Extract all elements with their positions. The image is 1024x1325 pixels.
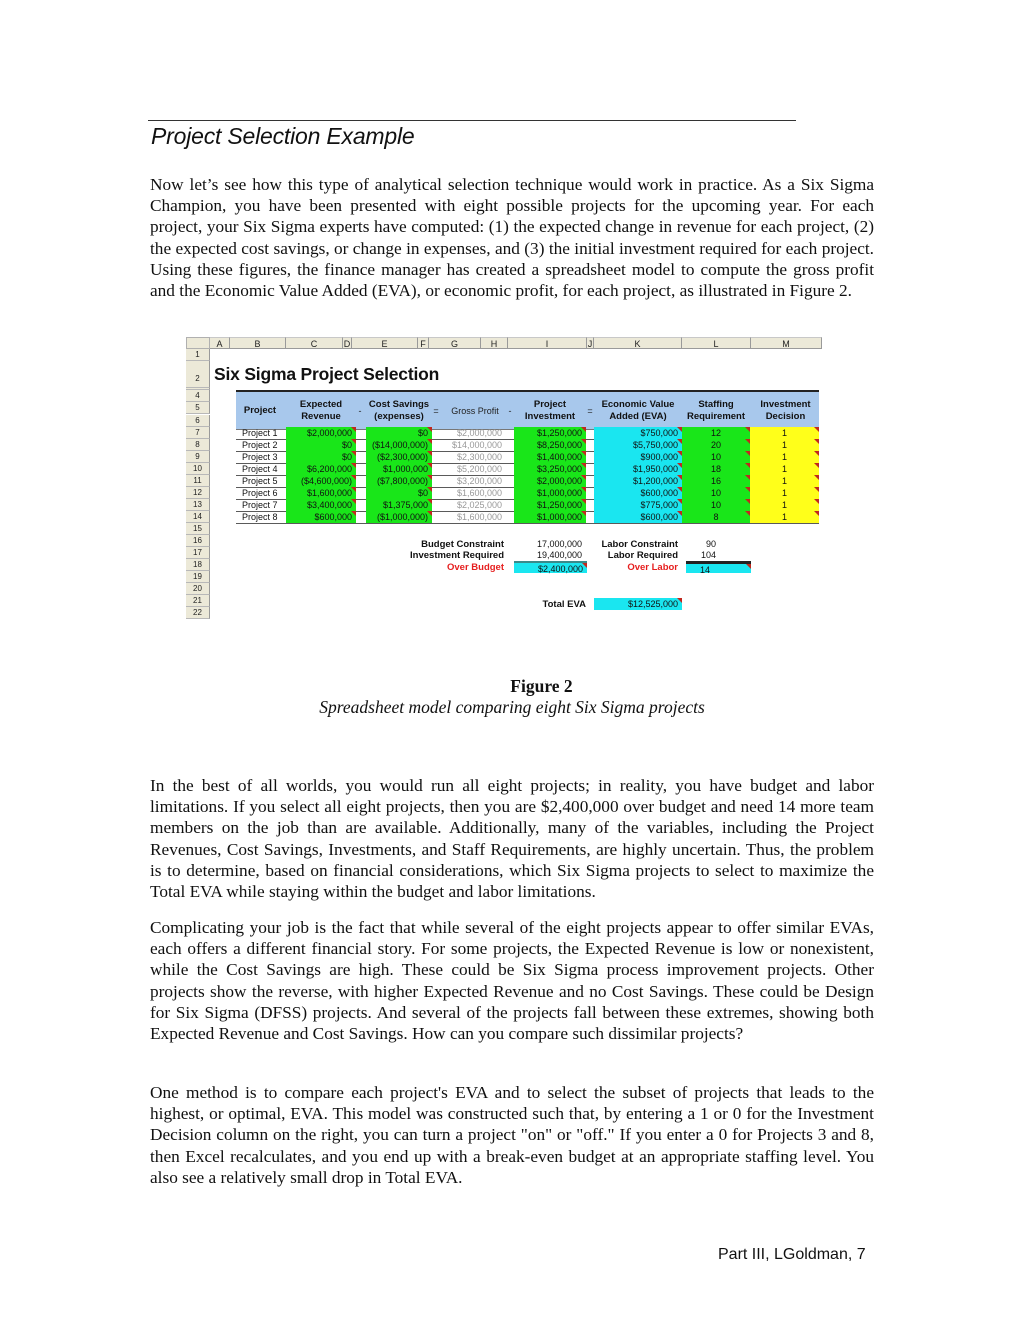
over-budget-value[interactable] <box>514 561 587 573</box>
column-header[interactable]: C <box>286 337 343 349</box>
comment-indicator-icon <box>814 487 819 492</box>
expected-revenue-cell[interactable] <box>286 439 356 451</box>
column-header[interactable]: B <box>230 337 286 349</box>
row-header[interactable]: 11 <box>186 475 210 487</box>
cell-value: $775,000 <box>640 500 678 510</box>
cell-value: Project 5 <box>242 476 278 486</box>
cell-value: 20 <box>710 440 721 450</box>
comment-indicator-icon <box>814 427 819 432</box>
comment-indicator-icon <box>814 475 819 480</box>
header-cost-savings: Cost Savings (expenses) <box>368 398 430 422</box>
operator-equals: = <box>433 405 439 416</box>
cell-value: $0 <box>341 452 352 462</box>
figure-caption: Spreadsheet model comparing eight Six Sigma projects <box>319 697 705 717</box>
cell-value: 1 <box>781 440 787 450</box>
cell-value: $1,950,000 <box>632 464 678 474</box>
paragraph-complications: Complicating your job is the fact that while several of the eight projects appear to offer similar EVAs, each offers a different financial story. For some projects, the Expected Revenue is low or nonexistent, while the Cost Savings are high. These could be Six Sigma process improvement projects. Other projects show the reverse, with higher Expected Revenue and no Cost Savings. These could be Design for Six Sigma (DFSS) projects. And several of the projects fall between these extremes, showing both Expected Revenue and Cost Savings. How can you compare such dissimilar projects? <box>150 918 874 1044</box>
project-name-cell[interactable] <box>236 475 286 487</box>
row-header[interactable]: 22 <box>186 607 210 619</box>
over-budget-text: $2,400,000 <box>537 564 583 574</box>
cell-value: $2,000,000 <box>306 428 352 438</box>
project-investment-cell[interactable] <box>514 511 586 523</box>
labor-constraint-label: Labor Constraint <box>601 539 678 550</box>
staffing-cell[interactable] <box>682 475 750 487</box>
spreadsheet-figure <box>186 337 838 625</box>
column-header[interactable]: J <box>587 339 593 349</box>
staffing-cell[interactable] <box>682 487 750 499</box>
investment-decision-cell[interactable] <box>750 439 819 451</box>
over-labor-text: 14 <box>700 565 711 575</box>
row-header[interactable]: 21 <box>186 595 210 607</box>
comment-indicator-icon <box>581 427 586 432</box>
comment-indicator-icon <box>814 499 819 504</box>
investment-decision-cell[interactable] <box>750 487 819 499</box>
cell-value: ($7,800,000) <box>376 476 428 486</box>
comment-indicator-icon <box>581 511 586 516</box>
header-eva: Economic Value Added (EVA) <box>601 398 675 422</box>
section-title: Project Selection Example <box>151 123 415 149</box>
cell-value: $900,000 <box>640 452 678 462</box>
gross-profit-cell[interactable] <box>440 511 506 523</box>
cell-value: $3,200,000 <box>456 476 502 486</box>
comment-indicator-icon <box>814 511 819 516</box>
cell-value: $14,000,000 <box>451 440 502 450</box>
comment-indicator-icon <box>581 487 586 492</box>
cell-value: $1,200,000 <box>632 476 678 486</box>
project-name-cell[interactable] <box>236 487 286 499</box>
total-eva-value[interactable] <box>594 598 682 610</box>
column-header[interactable]: H <box>481 337 508 349</box>
row-header[interactable]: 6 <box>186 415 210 427</box>
comment-indicator-icon <box>581 451 586 456</box>
comment-indicator-icon <box>581 463 586 468</box>
table-row <box>236 511 819 524</box>
operator-equals: = <box>587 405 593 416</box>
gross-profit-cell[interactable] <box>440 475 506 487</box>
comment-indicator-icon <box>427 463 432 468</box>
cell-value: Project 2 <box>242 440 278 450</box>
comment-indicator-icon <box>427 499 432 504</box>
cell-value: $750,000 <box>640 428 678 438</box>
column-header[interactable]: L <box>682 337 751 349</box>
cell-value: $0 <box>417 428 428 438</box>
project-name-cell[interactable] <box>236 499 286 511</box>
investment-decision-cell[interactable] <box>750 475 819 487</box>
comment-indicator-icon <box>427 511 432 516</box>
budget-constraint-value[interactable]: 17,000,000 <box>536 539 582 549</box>
figure-label: Figure 2 <box>510 676 573 696</box>
cell-value: $1,400,000 <box>536 452 582 462</box>
cell-value: Project 7 <box>242 500 278 510</box>
labor-required-value[interactable]: 104 <box>700 550 716 560</box>
eva-cell[interactable] <box>594 499 682 511</box>
over-budget-label: Over Budget <box>446 562 504 573</box>
paragraph-limitations: In the best of all worlds, you would run all eight projects; in reality, you have budget and labor limitations. If you select all eight projects, then you are $2,400,000 over budget and need 14 more team members on the job than are available. Additionally, many of the variables, including the Project Revenues, Cost Savings, Investments, and Staff Requirements, are highly uncertain. Thus, the problem is to determine, based on financial considerations, which Six Sigma projects to select to maximize the Total EVA while staying within the budget and labor limitations. <box>150 776 874 902</box>
over-labor-value[interactable] <box>686 561 751 573</box>
cell-value: $0 <box>417 488 428 498</box>
row-header[interactable]: 18 <box>186 559 210 571</box>
cell-value: $5,750,000 <box>632 440 678 450</box>
gross-profit-cell[interactable] <box>440 439 506 451</box>
cost-savings-cell[interactable] <box>366 475 432 487</box>
cell-value: $6,200,000 <box>306 464 352 474</box>
expected-revenue-cell[interactable] <box>286 451 356 463</box>
row-header[interactable]: 13 <box>186 499 210 511</box>
project-investment-cell[interactable] <box>514 463 586 475</box>
row-header[interactable]: 15 <box>186 523 210 535</box>
comment-indicator-icon <box>746 564 751 569</box>
eva-cell[interactable] <box>594 439 682 451</box>
labor-constraint-value[interactable]: 90 <box>705 539 716 549</box>
comment-indicator-icon <box>351 499 356 504</box>
row-header[interactable]: 8 <box>186 439 210 451</box>
page-footer: Part III, LGoldman, 7 <box>718 1246 866 1263</box>
row-header[interactable]: 14 <box>186 511 210 523</box>
paragraph-intro: Now let’s see how this type of analytical selection technique would work in practice. As a Six Sigma Champion, you have been presented with eight possible projects for the upcoming year. For each project, your Six Sigma experts have computed: (1) the expected change in revenue for each project, (2) the expected cost savings, or change in expenses, and (3) the initial investment required for each project. Using these figures, the finance manager has created a spreadsheet model to compute the gross profit and the Economic Value Added (EVA), or economic profit, for each project, as illustrated in Figure 2. <box>150 175 874 301</box>
cell-value: Project 3 <box>242 452 278 462</box>
project-investment-cell[interactable] <box>514 439 586 451</box>
cell-value: 10 <box>710 452 721 462</box>
cell-value: Project 8 <box>242 512 278 522</box>
row-header[interactable]: 9 <box>186 451 210 463</box>
cost-savings-cell[interactable] <box>366 451 432 463</box>
operator-minus: - <box>358 405 362 416</box>
cell-value: 1 <box>781 512 787 522</box>
project-name-cell[interactable] <box>236 439 286 451</box>
comment-indicator-icon <box>351 475 356 480</box>
investment-decision-cell[interactable] <box>750 511 819 523</box>
eva-cell[interactable] <box>594 475 682 487</box>
row-header[interactable]: 19 <box>186 571 210 583</box>
column-header[interactable]: E <box>352 337 418 349</box>
cost-savings-cell[interactable] <box>366 427 432 439</box>
row-header[interactable]: 7 <box>186 427 210 439</box>
expected-revenue-cell[interactable] <box>286 475 356 487</box>
cell-value: 1 <box>781 452 787 462</box>
comment-indicator-icon <box>351 439 356 444</box>
cost-savings-cell[interactable] <box>366 499 432 511</box>
cell-value: $1,600,000 <box>456 488 502 498</box>
cell-value: ($2,300,000) <box>376 452 428 462</box>
eva-cell[interactable] <box>594 487 682 499</box>
row-header[interactable]: 4 <box>186 390 210 402</box>
project-investment-cell[interactable] <box>514 427 586 439</box>
labor-required-label: Labor Required <box>607 550 678 561</box>
comment-indicator-icon <box>351 427 356 432</box>
select-all-corner <box>186 337 210 349</box>
cell-value: 1 <box>781 476 787 486</box>
comment-indicator-icon <box>427 439 432 444</box>
cell-value: 18 <box>710 464 721 474</box>
spreadsheet-title: Six Sigma Project Selection <box>214 364 440 384</box>
cell-value: 1 <box>781 488 787 498</box>
cell-value: Project 1 <box>242 428 278 438</box>
comment-indicator-icon <box>814 439 819 444</box>
expected-revenue-cell[interactable] <box>286 487 356 499</box>
comment-indicator-icon <box>814 463 819 468</box>
staffing-cell[interactable] <box>682 451 750 463</box>
column-header[interactable]: A <box>210 337 230 349</box>
cell-value: $2,000,000 <box>536 476 582 486</box>
project-investment-cell[interactable] <box>514 487 586 499</box>
column-header[interactable]: F <box>418 337 429 349</box>
cell-value: $1,375,000 <box>382 500 428 510</box>
header-project-investment: Project Investment <box>524 398 576 422</box>
cell-value: $1,000,000 <box>536 488 582 498</box>
cell-value: 10 <box>710 488 721 498</box>
cell-value: $3,250,000 <box>536 464 582 474</box>
hidden-row-marker <box>186 388 210 390</box>
investment-decision-cell[interactable] <box>750 499 819 511</box>
cell-value: $1,000,000 <box>536 512 582 522</box>
staffing-cell[interactable] <box>682 499 750 511</box>
cell-value: 1 <box>781 428 787 438</box>
project-investment-cell[interactable] <box>514 499 586 511</box>
comment-indicator-icon <box>581 499 586 504</box>
staffing-cell[interactable] <box>682 427 750 439</box>
project-name-cell[interactable] <box>236 511 286 523</box>
gross-profit-cell[interactable] <box>440 427 506 439</box>
comment-indicator-icon <box>581 475 586 480</box>
cell-value: 8 <box>713 512 719 522</box>
staffing-cell[interactable] <box>682 511 750 523</box>
gross-profit-cell[interactable] <box>440 487 506 499</box>
cell-value: $2,025,000 <box>456 500 502 510</box>
comment-indicator-icon <box>351 463 356 468</box>
header-project: Project <box>243 404 277 416</box>
project-name-cell[interactable] <box>236 463 286 475</box>
cell-value: $1,250,000 <box>536 500 582 510</box>
cell-value: Project 6 <box>242 488 278 498</box>
cell-value: 1 <box>781 500 787 510</box>
header-expected-revenue: Expected Revenue <box>299 398 343 422</box>
cell-value: Project 4 <box>242 464 278 474</box>
header-gross-profit: Gross Profit <box>451 405 499 416</box>
header-decision: Investment Decision <box>760 398 811 422</box>
cell-value: $1,600,000 <box>306 488 352 498</box>
comment-indicator-icon <box>677 598 682 603</box>
cell-value: 12 <box>710 428 721 438</box>
cell-value: $1,000,000 <box>382 464 428 474</box>
investment-decision-cell[interactable] <box>750 463 819 475</box>
total-eva-text: $12,525,000 <box>627 599 678 609</box>
total-eva-label: Total EVA <box>542 599 586 610</box>
cell-value: 16 <box>710 476 721 486</box>
table-header <box>236 390 819 430</box>
comment-indicator-icon <box>814 451 819 456</box>
cell-value: $2,300,000 <box>456 452 502 462</box>
gross-profit-cell[interactable] <box>440 451 506 463</box>
comment-indicator-icon <box>351 511 356 516</box>
budget-constraint-label: Budget Constraint <box>421 539 504 550</box>
row-header[interactable]: 2 <box>186 361 210 388</box>
cost-savings-cell[interactable] <box>366 511 432 523</box>
expected-revenue-cell[interactable] <box>286 511 356 523</box>
comment-indicator-icon <box>427 487 432 492</box>
project-name-cell[interactable] <box>236 451 286 463</box>
expected-revenue-cell[interactable] <box>286 499 356 511</box>
comment-indicator-icon <box>351 451 356 456</box>
cell-value: $0 <box>341 440 352 450</box>
cell-value: $600,000 <box>640 488 678 498</box>
column-header[interactable]: K <box>594 337 682 349</box>
cell-value: $600,000 <box>640 512 678 522</box>
row-header[interactable]: 10 <box>186 463 210 475</box>
cell-value: $8,250,000 <box>536 440 582 450</box>
cell-value: ($4,600,000) <box>300 476 352 486</box>
investment-decision-cell[interactable] <box>750 427 819 439</box>
gross-profit-cell[interactable] <box>440 499 506 511</box>
row-header[interactable]: 12 <box>186 487 210 499</box>
cost-savings-cell[interactable] <box>366 463 432 475</box>
comment-indicator-icon <box>351 487 356 492</box>
project-investment-cell[interactable] <box>514 475 586 487</box>
gross-profit-cell[interactable] <box>440 463 506 475</box>
column-header[interactable]: D <box>343 339 351 349</box>
row-header[interactable]: 20 <box>186 583 210 595</box>
eva-cell[interactable] <box>594 463 682 475</box>
cell-value: $3,400,000 <box>306 500 352 510</box>
cell-value: $600,000 <box>314 512 352 522</box>
comment-indicator-icon <box>427 475 432 480</box>
column-header[interactable]: I <box>508 337 587 349</box>
cell-value: 1 <box>781 464 787 474</box>
row-header[interactable]: 1 <box>186 349 210 361</box>
row-header[interactable]: 5 <box>186 402 210 414</box>
cell-value: $1,600,000 <box>456 512 502 522</box>
cell-value: $2,000,000 <box>456 428 502 438</box>
cost-savings-cell[interactable] <box>366 487 432 499</box>
over-labor-label: Over Labor <box>627 562 678 573</box>
project-investment-cell[interactable] <box>514 451 586 463</box>
eva-cell[interactable] <box>594 451 682 463</box>
eva-cell[interactable] <box>594 511 682 523</box>
cell-value: $5,200,000 <box>456 464 502 474</box>
investment-decision-cell[interactable] <box>750 451 819 463</box>
investment-required-label: Investment Required <box>410 550 504 561</box>
comment-indicator-icon <box>581 439 586 444</box>
investment-required-value[interactable]: 19,400,000 <box>536 550 582 560</box>
eva-cell[interactable] <box>594 427 682 439</box>
cost-savings-cell[interactable] <box>366 439 432 451</box>
expected-revenue-cell[interactable] <box>286 463 356 475</box>
cell-value: $1,250,000 <box>536 428 582 438</box>
paragraph-method: One method is to compare each project's EVA and to select the subset of projects that leads to the highest, or optimal, EVA. This model was constructed such that, by entering a 1 or 0 for the Investment Decision column on the right, you can turn a project "on" or "off." If you enter a 0 for Projects 3 and 8, then Excel recalculates, and you end up with a break-even budget at an appropriate staffing level. You also see a relatively small drop in Total EVA. <box>150 1083 874 1187</box>
column-header[interactable]: M <box>751 337 822 349</box>
cell-value: ($1,000,000) <box>376 512 428 522</box>
operator-minus: - <box>508 405 512 416</box>
row-header[interactable]: 17 <box>186 547 210 559</box>
column-header[interactable]: G <box>429 337 481 349</box>
comment-indicator-icon <box>427 451 432 456</box>
staffing-cell[interactable] <box>682 439 750 451</box>
row-header[interactable]: 16 <box>186 535 210 547</box>
cell-value: ($14,000,000) <box>371 440 428 450</box>
comment-indicator-icon <box>427 427 432 432</box>
heading-rule <box>148 120 796 121</box>
project-name-cell[interactable] <box>236 427 286 439</box>
staffing-cell[interactable] <box>682 463 750 475</box>
header-staffing: Staffing Requirement <box>686 398 746 422</box>
expected-revenue-cell[interactable] <box>286 427 356 439</box>
cell-value: 10 <box>710 500 721 510</box>
